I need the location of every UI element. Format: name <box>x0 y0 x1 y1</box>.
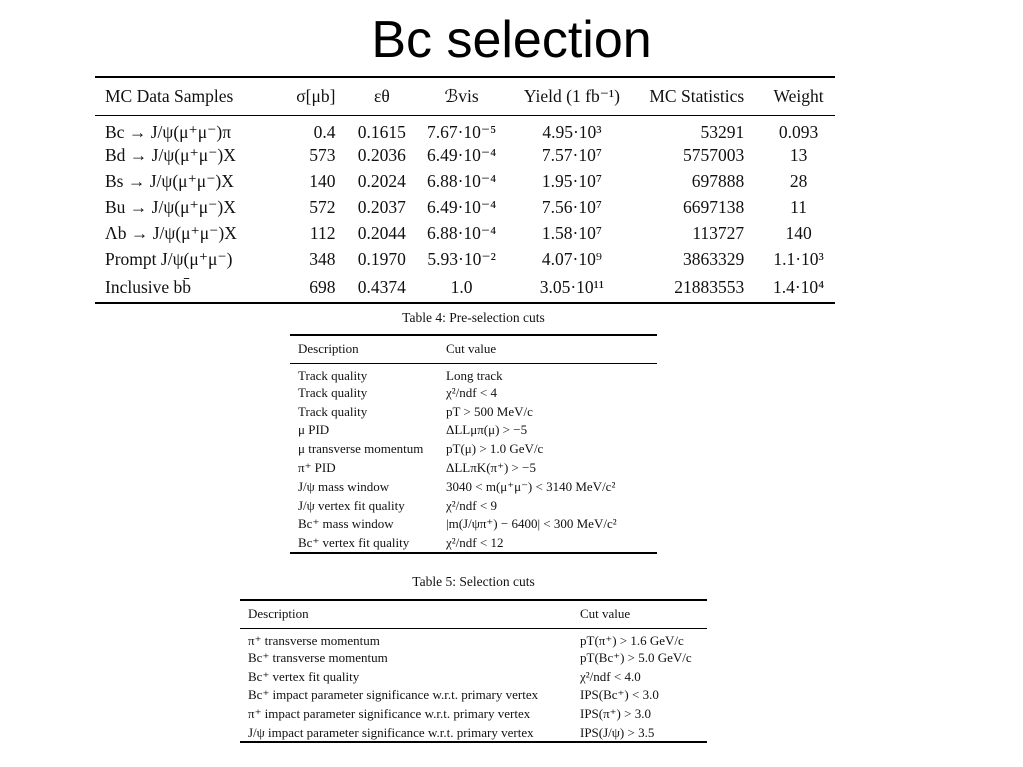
cell-statistics: 5757003 <box>682 145 745 165</box>
col-header-cross-section: σ[μb] <box>275 77 348 115</box>
cell-cut-value: IPS(J/ψ) > 3.5 <box>580 724 655 740</box>
cell-statistics: 53291 <box>700 121 745 142</box>
cell-branching: 5.93·10⁻² <box>427 249 496 269</box>
cell-cut-value: ΔLLμπ(μ) > −5 <box>446 422 528 438</box>
cell-cut-value: χ²/ndf < 4 <box>446 384 497 400</box>
cell-description: J/ψ impact parameter significance w.r.t. primary vertex <box>248 724 534 740</box>
cell-weight: 0.093 <box>778 121 819 142</box>
cell-description: Track quality <box>298 367 368 383</box>
cell-weight: 1.4·10⁴ <box>772 276 825 297</box>
cell-statistics: 113727 <box>692 223 745 243</box>
cell-efficiency: 0.1970 <box>357 249 406 269</box>
cell-cut-value: pT(Bc⁺) > 5.0 GeV/c <box>580 649 692 665</box>
cell-branching: 6.49·10⁻⁴ <box>426 197 497 217</box>
cell-cut-value: pT(μ) > 1.0 GeV/c <box>446 441 544 457</box>
cell-efficiency: 0.2037 <box>357 197 406 217</box>
selection-cuts-table <box>240 599 707 743</box>
col-header-description: Description <box>290 335 446 363</box>
cell-efficiency: 0.2024 <box>357 171 406 191</box>
cell-cut-value: pT(π⁺) > 1.6 GeV/c <box>580 632 684 648</box>
cell-description: J/ψ mass window <box>298 478 390 494</box>
cell-cut-value: 3040 < m(μ⁺μ⁻) < 3140 MeV/c² <box>446 478 616 494</box>
mc-table-header-row <box>95 77 835 115</box>
cell-yield: 3.05·10¹¹ <box>539 276 605 297</box>
table-row <box>290 363 657 384</box>
cell-sample: Bc → J/ψ(μ⁺μ⁻)π <box>105 121 232 142</box>
col-header-samples: MC Data Samples <box>95 77 275 115</box>
cell-sample: Bs → J/ψ(μ⁺μ⁻)X <box>105 171 234 191</box>
slide-title: Bc selection <box>371 11 652 69</box>
cell-sample: Bu → J/ψ(μ⁺μ⁻)X <box>105 197 236 217</box>
selection-header-row <box>240 600 707 628</box>
cell-cut-value: pT > 500 MeV/c <box>446 403 533 419</box>
cell-yield: 4.07·10⁹ <box>541 249 602 269</box>
col-header-description: Description <box>240 600 580 628</box>
cell-yield: 4.95·10³ <box>542 121 602 142</box>
table-row <box>290 421 657 440</box>
cell-description: μ PID <box>298 422 330 438</box>
preselection-header-row <box>290 335 657 363</box>
cell-description: π⁺ impact parameter significance w.r.t. primary vertex <box>248 706 531 722</box>
mc-samples-table <box>95 76 835 304</box>
cell-weight: 13 <box>789 145 808 165</box>
col-header-weight: Weight <box>762 77 835 115</box>
cell-cut-value: χ²/ndf < 9 <box>446 497 497 513</box>
cell-cut-value: IPS(Bc⁺) < 3.0 <box>580 687 659 703</box>
table-row <box>290 534 657 553</box>
cell-description: π⁺ PID <box>298 460 336 476</box>
cell-yield: 7.57·10⁷ <box>541 145 602 165</box>
preselection-cuts-table <box>290 334 657 554</box>
cell-statistics: 3863329 <box>682 249 745 269</box>
cell-yield: 7.56·10⁷ <box>541 197 602 217</box>
table-row <box>290 496 657 515</box>
col-header-efficiency: εθ <box>347 77 416 115</box>
cell-statistics: 697888 <box>691 171 745 191</box>
cell-weight: 11 <box>790 197 808 217</box>
cell-efficiency: 0.2044 <box>357 223 406 243</box>
cell-branching: 1.0 <box>450 276 473 297</box>
col-header-cut-value: Cut value <box>580 600 707 628</box>
table-row <box>240 628 707 649</box>
table-row <box>95 221 835 247</box>
cell-cut-value: χ²/ndf < 12 <box>446 534 504 550</box>
cell-cross-section: 698 <box>309 276 336 297</box>
table-row <box>290 459 657 478</box>
cell-statistics: 6697138 <box>682 197 745 217</box>
table-row <box>290 515 657 534</box>
cell-description: J/ψ vertex fit quality <box>298 497 405 513</box>
cell-cut-value: Long track <box>446 367 503 383</box>
table-row <box>95 115 835 143</box>
cell-description: Track quality <box>298 403 368 419</box>
cell-cross-section: 572 <box>309 197 336 217</box>
cell-sample: Prompt J/ψ(μ⁺μ⁻) <box>105 249 233 269</box>
cell-description: π⁺ transverse momentum <box>248 632 380 648</box>
table-row <box>240 705 707 724</box>
cell-branching: 6.88·10⁻⁴ <box>426 171 497 191</box>
cell-cross-section: 348 <box>309 249 336 269</box>
cell-yield: 1.95·10⁷ <box>541 171 602 191</box>
cell-cross-section: 0.4 <box>313 121 336 142</box>
table-row <box>95 143 835 169</box>
cell-description: Bc⁺ mass window <box>298 516 394 532</box>
cell-yield: 1.58·10⁷ <box>541 223 602 243</box>
cell-statistics: 21883553 <box>674 276 745 297</box>
preselection-caption: Table 4: Pre-selection cuts <box>402 310 545 325</box>
col-header-yield: Yield (1 fb⁻¹) <box>507 77 637 115</box>
cell-branching: 7.67·10⁻⁵ <box>426 121 497 142</box>
table-row <box>95 195 835 221</box>
cell-cross-section: 573 <box>309 145 336 165</box>
table-row <box>240 649 707 668</box>
cell-description: Bc⁺ vertex fit quality <box>248 668 360 684</box>
table-row <box>240 724 707 743</box>
col-header-branching: ℬvis <box>416 77 507 115</box>
table-row <box>290 402 657 421</box>
table-row <box>95 273 835 303</box>
cell-description: Bc⁺ impact parameter significance w.r.t. primary vertex <box>248 687 539 703</box>
table-row <box>240 686 707 705</box>
table-row <box>290 477 657 496</box>
cell-efficiency: 0.1615 <box>357 121 406 142</box>
cell-efficiency: 0.2036 <box>357 145 406 165</box>
cell-cut-value: |m(J/ψπ⁺) − 6400| < 300 MeV/c² <box>446 516 617 532</box>
col-header-statistics: MC Statistics <box>637 77 762 115</box>
cell-description: Bc⁺ transverse momentum <box>248 649 388 665</box>
cell-efficiency: 0.4374 <box>357 276 406 297</box>
table-row <box>95 169 835 195</box>
cell-cross-section: 140 <box>309 171 336 191</box>
table-row <box>290 384 657 403</box>
cell-cross-section: 112 <box>309 223 336 243</box>
cell-description: Track quality <box>298 384 368 400</box>
table-row <box>240 667 707 686</box>
cell-weight: 140 <box>785 223 812 243</box>
cell-cut-value: ΔLLπK(π⁺) > −5 <box>446 460 536 476</box>
cell-sample: Inclusive bb̄ <box>105 276 192 297</box>
cell-branching: 6.88·10⁻⁴ <box>426 223 497 243</box>
col-header-cut-value: Cut value <box>446 335 657 363</box>
cell-weight: 28 <box>789 171 808 191</box>
cell-description: μ transverse momentum <box>298 441 424 457</box>
cell-weight: 1.1·10³ <box>773 249 824 269</box>
table-row <box>95 247 835 273</box>
cell-sample: Λb → J/ψ(μ⁺μ⁻)X <box>105 223 237 243</box>
cell-cut-value: IPS(π⁺) > 3.0 <box>580 706 651 722</box>
table-row <box>290 440 657 459</box>
cell-cut-value: χ²/ndf < 4.0 <box>580 668 641 684</box>
cell-sample: Bd → J/ψ(μ⁺μ⁻)X <box>105 145 236 165</box>
selection-caption: Table 5: Selection cuts <box>412 574 535 589</box>
cell-description: Bc⁺ vertex fit quality <box>298 534 410 550</box>
cell-branching: 6.49·10⁻⁴ <box>426 145 497 165</box>
